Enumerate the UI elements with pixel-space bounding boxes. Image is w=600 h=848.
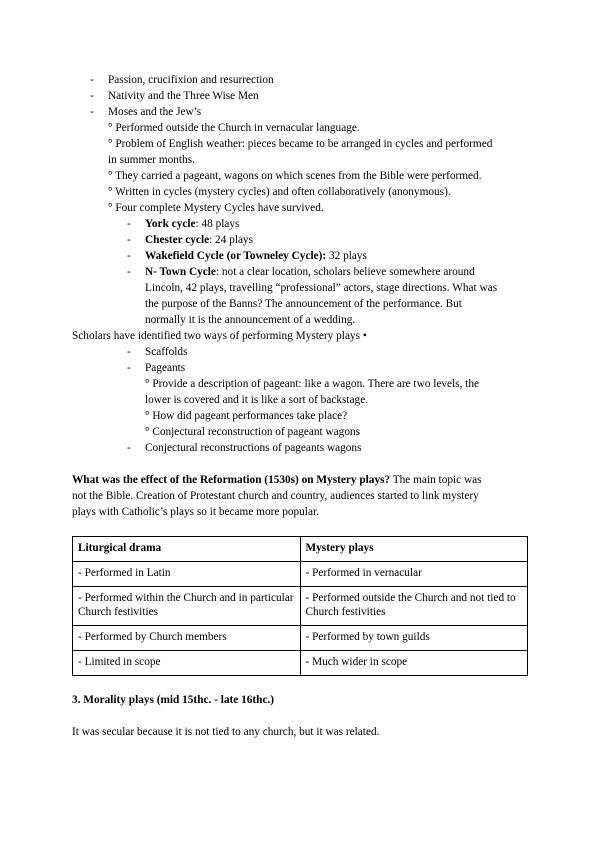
cycle-ntown — [145, 264, 475, 280]
table-cell: - Performed in vernacular — [300, 562, 528, 587]
cycle-name: Wakefield Cycle (or Towneley Cycle): — [145, 250, 327, 262]
comparison-table — [72, 536, 528, 676]
bullet-line: ° Problem of English weather: pieces became to be arranged in cycles and performed — [108, 138, 493, 150]
table-row — [73, 562, 528, 587]
pageant-note: ° Provide a description of pageant: like a wagon. There are two levels, the — [145, 378, 480, 390]
list-dash: - — [127, 234, 131, 246]
scholars-line: Scholars have identified two ways of performing Mystery plays • — [72, 330, 367, 342]
list-item: Nativity and the Three Wise Men — [108, 90, 259, 102]
reformation-answer-line: plays with Catholic’s plays so it became more popular. — [72, 506, 319, 518]
table-cell: - Performed outside the Church and not tied to Church festivities — [300, 587, 528, 626]
table-header: Mystery plays — [300, 537, 528, 562]
table-row — [73, 626, 528, 651]
cycle-name: Chester cycle — [145, 234, 210, 246]
reformation-answer-line: not the Bible. Creation of Protestant church and country, audiences started to link mystery — [72, 490, 479, 502]
cycle-name: N- Town Cycle — [145, 266, 216, 278]
morality-text: It was secular because it is not tied to any church, but it was related. — [72, 726, 380, 738]
cycle-ntown-cont: the purpose of the Banns? The announcement of the performance. But — [145, 298, 462, 310]
list-dash: - — [127, 362, 131, 374]
way-conjectural: Conjectural reconstructions of pageants wagons — [145, 442, 362, 454]
reformation-question: What was the effect of the Reformation (1530s) on Mystery plays? — [72, 474, 391, 486]
bullet-line: ° Written in cycles (mystery cycles) and often collaboratively (anonymous). — [108, 186, 451, 198]
pageant-note: lower is covered and it is like a sort of backstage. — [145, 394, 369, 406]
cycle-detail: : 48 plays — [195, 218, 240, 230]
list-dash: - — [127, 442, 131, 454]
list-dash: - — [127, 266, 131, 278]
section-heading — [72, 692, 274, 708]
reformation-paragraph — [72, 472, 482, 488]
table-header-row — [73, 537, 528, 562]
pageant-note: ° How did pageant performances take place? — [145, 410, 348, 422]
pageant-note: ° Conjectural reconstruction of pageant wagons — [145, 426, 361, 438]
list-dash: - — [127, 218, 131, 230]
cycle-name: York cycle — [145, 218, 196, 230]
table-cell: - Performed by town guilds — [300, 626, 528, 651]
cycle-detail: : not a clear location, scholars believe somewhere around — [215, 266, 475, 278]
list-dash: - — [127, 346, 131, 358]
cycle-wakefield — [145, 248, 367, 264]
table-cell: - Limited in scope — [73, 651, 301, 676]
table-cell: - Performed in Latin — [73, 562, 301, 587]
table-cell: - Much wider in scope — [300, 651, 528, 676]
table-row — [73, 587, 528, 626]
cycle-detail: 32 plays — [326, 250, 367, 262]
way-scaffolds: Scaffolds — [145, 346, 188, 358]
cycle-chester — [145, 232, 253, 248]
bullet-line: ° Four complete Mystery Cycles have survived. — [108, 202, 324, 214]
table-cell: - Performed within the Church and in particular Church festivities — [73, 587, 301, 626]
way-pageants: Pageants — [145, 362, 186, 374]
table-header: Liturgical drama — [73, 537, 301, 562]
table-row — [73, 651, 528, 676]
cycle-ntown-cont: Lincoln, 42 plays, travelling “professional” actors, stage directions. What was — [145, 282, 498, 294]
table-cell: - Performed by Church members — [73, 626, 301, 651]
list-item: Moses and the Jew’s — [108, 106, 202, 118]
list-dash: - — [127, 250, 131, 262]
reformation-answer: The main topic was — [390, 474, 482, 486]
list-dash: - — [90, 106, 94, 118]
cycle-ntown-cont: normally it is the announcement of a wedding. — [145, 314, 356, 326]
cycle-york — [145, 216, 239, 232]
bullet-line: ° Performed outside the Church in vernacular language. — [108, 122, 360, 134]
cycle-detail: : 24 plays — [209, 234, 254, 246]
list-dash: - — [90, 90, 94, 102]
bullet-line: in summer months. — [108, 154, 195, 166]
bullet-line: ° They carried a pageant, wagons on which scenes from the Bible were performed. — [108, 170, 482, 182]
morality-heading: 3. Morality plays (mid 15thc. - late 16thc.) — [72, 694, 275, 706]
list-item: Passion, crucifixion and resurrection — [108, 74, 274, 86]
list-dash: - — [90, 74, 94, 86]
